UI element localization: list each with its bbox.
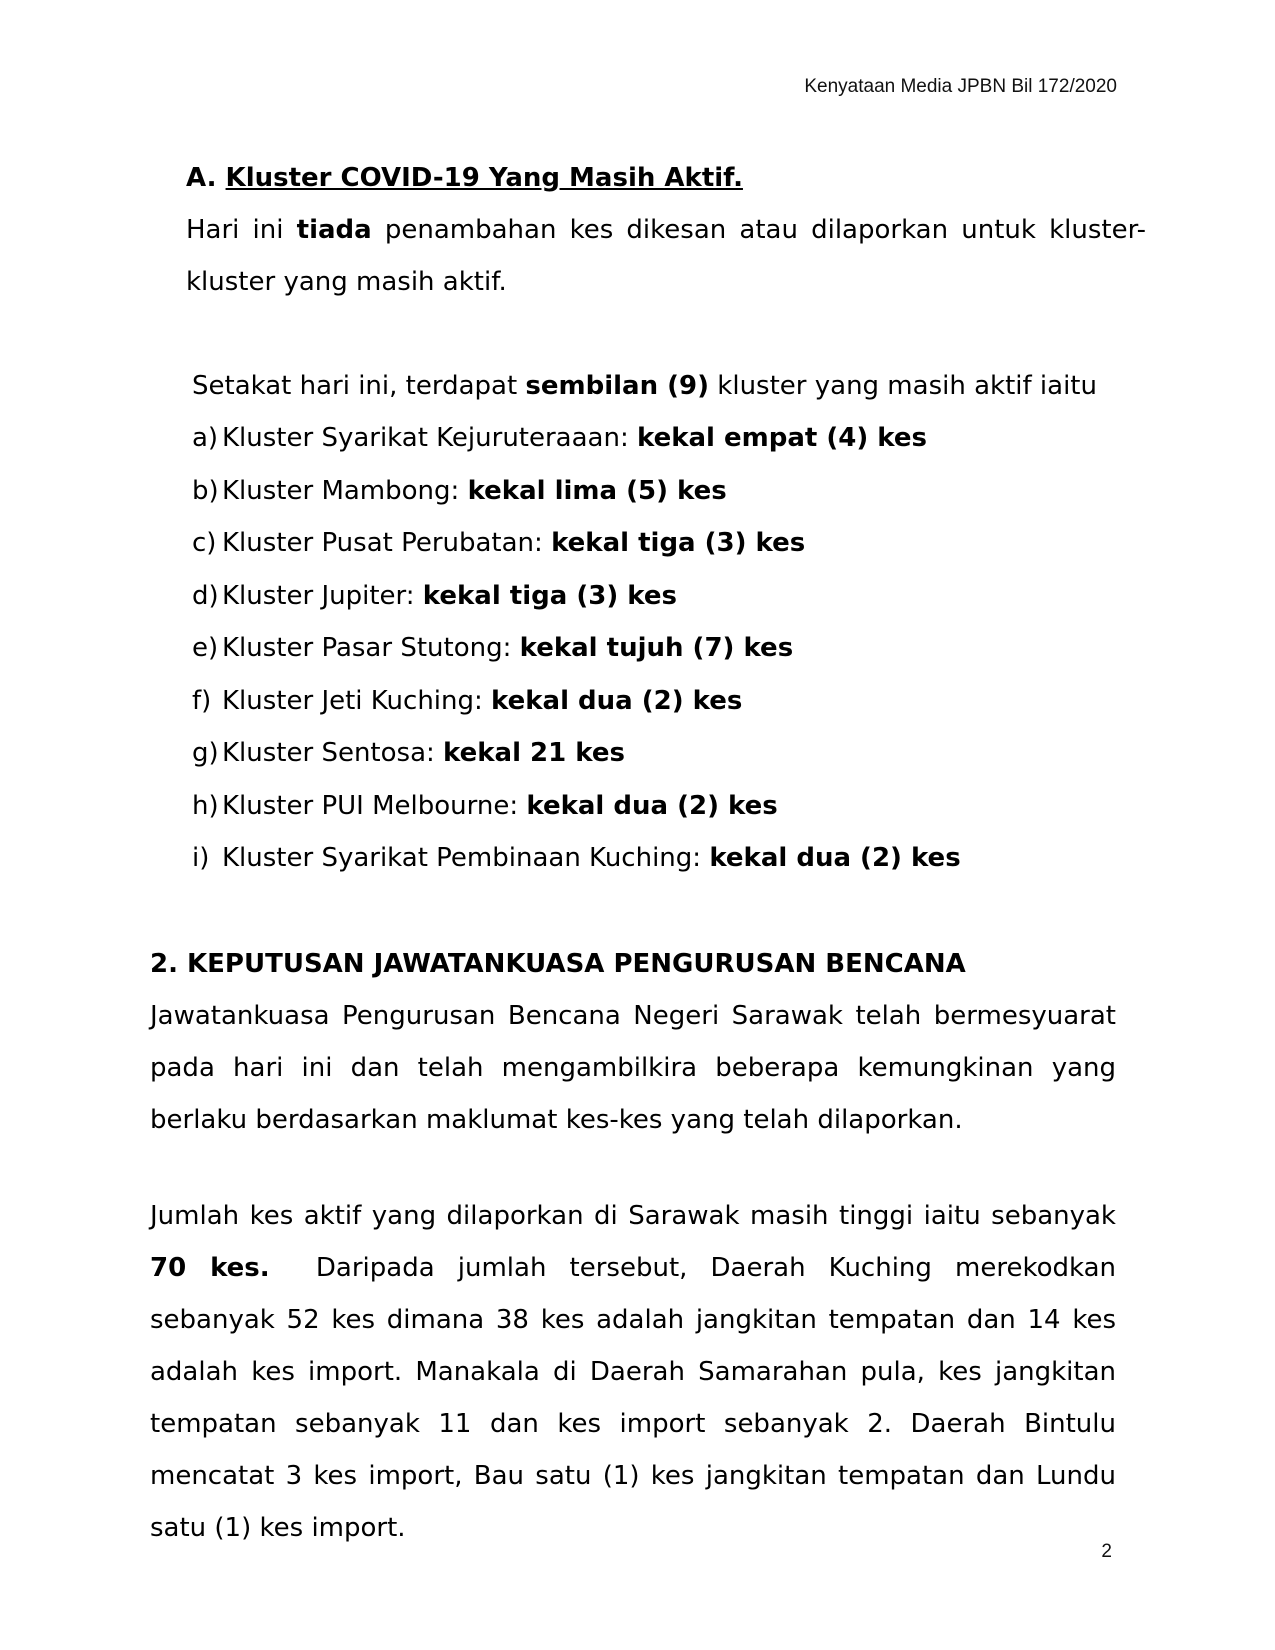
paragraph-bold: tiada — [296, 215, 372, 245]
list-item — [192, 832, 961, 885]
cluster-value: kekal dua (2) kes — [491, 685, 743, 716]
cluster-name: Kluster Pusat Perubatan: — [222, 528, 543, 558]
list-letter: h) — [192, 790, 219, 821]
cluster-list — [192, 412, 961, 885]
section-2 — [150, 938, 1116, 1146]
cluster-value: kekal lima (5) kes — [467, 475, 727, 506]
cluster-value: kekal 21 kes — [443, 738, 625, 768]
cluster-value: kekal empat (4) kes — [636, 423, 927, 453]
paragraph-text: Daripada jumlah tersebut, Daerah Kuching merekodkan sebanyak 52 kes dimana 38 kes adalah jangkitan tempatan dan 14 kes adalah kes import. Manakala di Daerah Samarahan pula, kes jangkitan tempatan sebanyak 11 dan kes import sebanyak 2. Daerah Bintulu mencatat 3 kes import, Bau satu (1) kes jangkitan tempatan dan Lundu satu (1) kes import. — [150, 1253, 1125, 1543]
list-item — [192, 727, 961, 780]
section-a — [186, 152, 1146, 308]
cluster-name: Kluster Sentosa: — [222, 738, 435, 768]
cluster-name: Kluster Jupiter: — [222, 580, 415, 611]
cluster-value: kekal tiga (3) kes — [551, 528, 806, 558]
paragraph-text: Jumlah kes aktif yang dilaporkan di Sarawak masih tinggi iaitu sebanyak — [150, 1201, 1116, 1231]
cluster-value: kekal dua (2) kes — [709, 843, 961, 873]
list-item — [192, 412, 961, 465]
section-a-title — [186, 152, 1146, 204]
list-letter: i) — [192, 843, 210, 873]
list-item — [192, 570, 961, 623]
cluster-value: kekal tiga (3) kes — [422, 580, 677, 611]
section-2-heading: 2. KEPUTUSAN JAWATANKUASA PENGURUSAN BENCANA — [150, 949, 966, 979]
list-letter: e) — [192, 633, 219, 663]
list-letter: g) — [192, 738, 219, 768]
section-2-paragraph-1: Jawatankuasa Pengurusan Bencana Negeri Sarawak telah bermesyuarat pada hari ini dan telah mengambilkira beberapa kemungkinan yang berlaku berdasarkan maklumat kes-kes yang telah dilaporkan. — [150, 1001, 1116, 1135]
cluster-name: Kluster Pasar Stutong: — [222, 633, 512, 663]
list-letter: a) — [192, 423, 219, 453]
cluster-name: Kluster Mambong: — [222, 475, 460, 506]
paragraph-bold: 70 kes. — [150, 1253, 270, 1283]
list-letter: f) — [192, 685, 212, 716]
section-a-prefix: A. — [186, 163, 226, 193]
intro-text: kluster yang masih aktif iaitu — [709, 371, 1097, 401]
cluster-intro — [192, 360, 1097, 412]
cluster-name: Kluster Syarikat Pembinaan Kuching: — [222, 843, 702, 873]
page-header: Kenyataan Media JPBN Bil 172/2020 — [804, 76, 1117, 97]
section-2-paragraph-2 — [150, 1190, 1125, 1554]
section-a-paragraph — [186, 204, 1146, 308]
list-letter: b) — [192, 475, 219, 506]
list-letter: d) — [192, 580, 219, 611]
cluster-name: Kluster PUI Melbourne: — [222, 790, 519, 821]
page-number: 2 — [1101, 1541, 1112, 1562]
list-item — [192, 780, 961, 833]
list-item — [192, 465, 961, 518]
intro-text: Setakat hari ini, terdapat — [192, 371, 526, 401]
cluster-name: Kluster Jeti Kuching: — [222, 685, 483, 716]
list-item — [192, 622, 961, 675]
list-item — [192, 675, 961, 728]
cluster-value: kekal dua (2) kes — [526, 790, 778, 821]
list-letter: c) — [192, 528, 217, 558]
intro-bold: sembilan (9) — [525, 371, 710, 401]
paragraph-text: penambahan kes dikesan atau dilaporkan untuk kluster-kluster yang masih aktif. — [186, 215, 1146, 297]
list-item — [192, 517, 961, 570]
cluster-name: Kluster Syarikat Kejuruteraaan: — [222, 423, 629, 453]
paragraph-text: Hari ini — [186, 215, 297, 245]
cluster-value: kekal tujuh (7) kes — [519, 633, 794, 663]
section-a-title-text: Kluster COVID-19 Yang Masih Aktif. — [225, 163, 743, 193]
